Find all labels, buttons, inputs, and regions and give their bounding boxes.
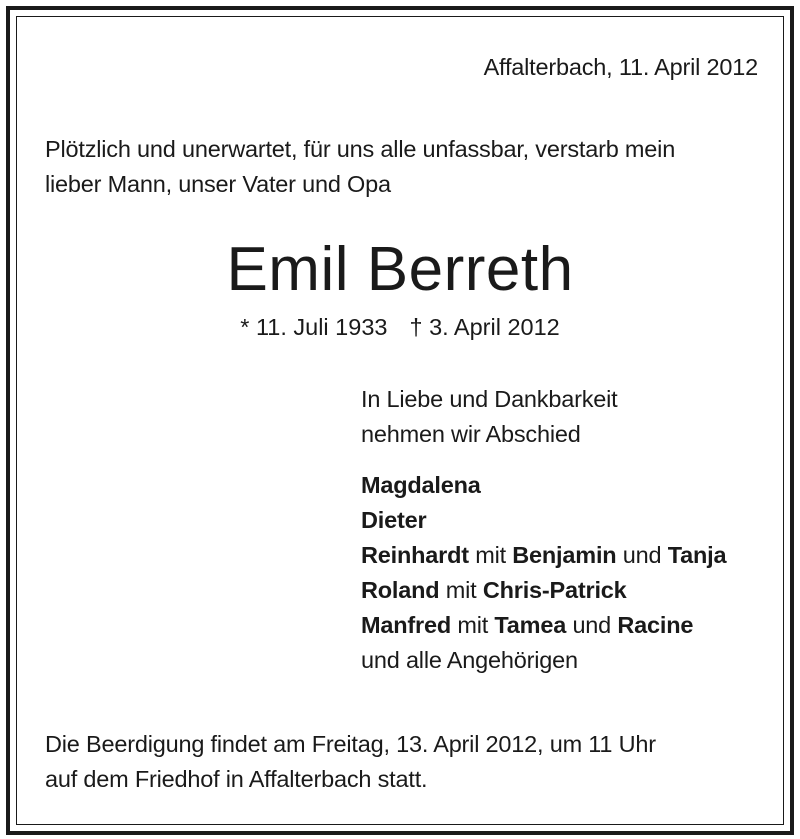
family-name: Manfred	[361, 612, 451, 638]
family-line-6: und alle Angehörigen	[361, 647, 578, 673]
family-name: Racine	[617, 612, 694, 638]
family-line-5	[361, 608, 726, 643]
intro-text	[45, 132, 675, 202]
family-line-2	[361, 503, 726, 538]
family-line-3	[361, 538, 726, 573]
connector: mit	[451, 612, 495, 638]
family-line-4	[361, 573, 726, 608]
connector: mit	[468, 542, 513, 568]
deceased-name: Emil Berreth	[226, 235, 574, 304]
farewell-line-1: In Liebe und Dankbarkeit	[361, 386, 618, 412]
farewell-text	[361, 382, 618, 452]
family-name: Reinhardt	[361, 542, 469, 568]
intro-line-1: Plötzlich und unerwartet, für uns alle unfassbar, verstarb mein	[45, 136, 676, 162]
funeral-line-1: Die Beerdigung findet am Freitag, 13. April 2012, um 11 Uhr	[45, 731, 656, 757]
family-name: Dieter	[361, 507, 427, 533]
birth-date: * 11. Juli 1933	[240, 314, 388, 340]
family-list	[361, 468, 726, 678]
family-name: Benjamin	[512, 542, 617, 568]
funeral-line-2: auf dem Friedhof in Affalterbach statt.	[45, 766, 428, 792]
family-line-1	[361, 468, 726, 503]
family-name: Tamea	[494, 612, 567, 638]
family-name: Chris-Patrick	[482, 577, 627, 603]
family-name: Roland	[361, 577, 440, 603]
connector: mit	[439, 577, 483, 603]
connector: und	[616, 542, 668, 568]
life-dates	[10, 310, 790, 345]
family-name: Tanja	[667, 542, 727, 568]
connector: und	[566, 612, 618, 638]
intro-line-2: lieber Mann, unser Vater und Opa	[45, 171, 391, 197]
funeral-info	[45, 727, 656, 797]
death-date: † 3. April 2012	[409, 314, 560, 340]
family-name: Magdalena	[361, 472, 481, 498]
notice-frame	[6, 6, 794, 835]
place-date: Affalterbach, 11. April 2012	[483, 54, 758, 80]
farewell-line-2: nehmen wir Abschied	[361, 421, 581, 447]
